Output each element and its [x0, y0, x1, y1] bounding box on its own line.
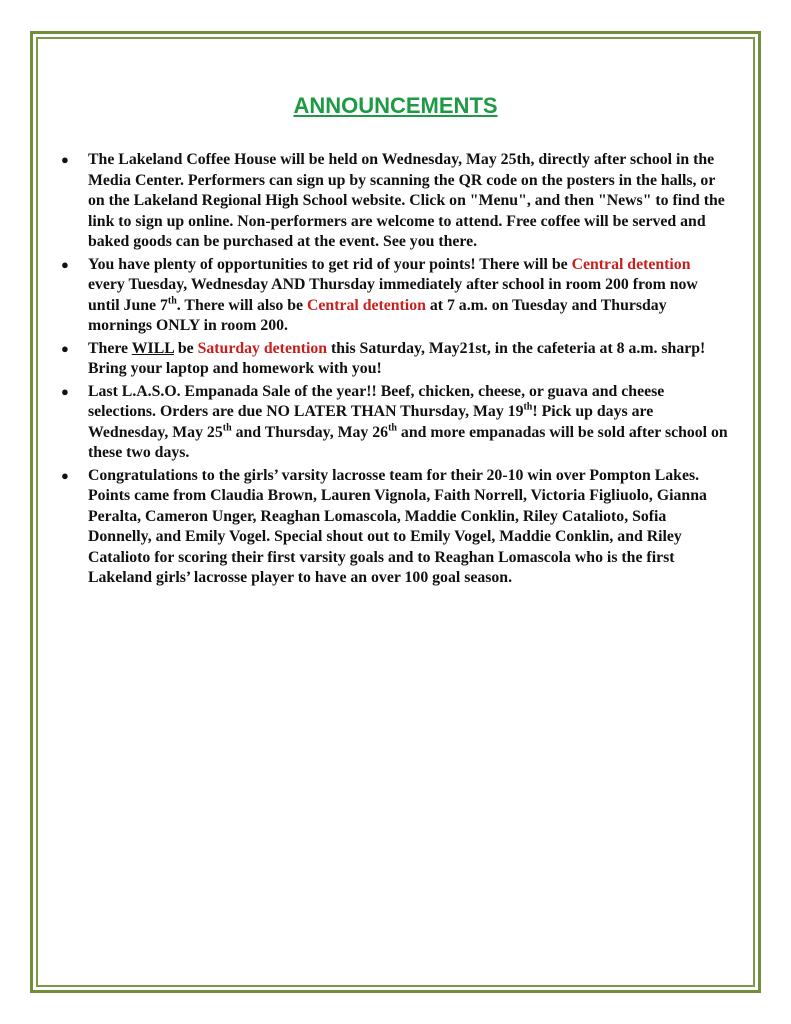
announcement-text: You have plenty of opportunities to get rid of your points! There will be: [88, 255, 572, 273]
announcement-text: The Lakeland Coffee House will be held on Wednesday, May 25th, directly after school in the Media Center. Performers can sign up by scanning the QR code on the posters in the halls, or on the Lakeland Regional High School website. Click on "Menu", and then "News" to find the link to sign up online. Non-performers are welcome to attend. Free coffee will be served and baked goods can be purchased at the event. See you there.: [88, 151, 725, 250]
bullet-icon: ●: [61, 152, 69, 167]
announcement-lacrosse: [61, 466, 728, 589]
announcement-text: be: [173, 339, 198, 357]
bullet-icon: ●: [61, 467, 69, 483]
highlight-central-detention: Central detention: [306, 296, 426, 314]
announcement-text: and more empanadas will be sold after school on these two days.: [88, 423, 728, 461]
bullet-icon: ●: [61, 340, 69, 356]
ordinal-suffix: th: [167, 295, 177, 307]
announcement-text: There: [88, 339, 132, 357]
announcement-empanada-sale: [61, 382, 728, 464]
emphasis-will: WILL: [131, 339, 174, 357]
announcement-text: . There will also be: [176, 296, 307, 314]
announcement-list: [61, 150, 728, 591]
announcement-text: this Saturday, May21st, in the cafeteria at 8 a.m. sharp! Bring your laptop and homework with you!: [88, 339, 706, 377]
announcement-text: ! Pick up days are Wednesday, May 25: [88, 403, 654, 441]
page-title: ANNOUNCEMENTS: [293, 93, 498, 118]
bullet-icon: ●: [61, 383, 69, 399]
announcement-coffee-house: [61, 150, 728, 253]
bullet-icon: ●: [61, 256, 69, 272]
announcement-saturday-detention: [61, 339, 728, 380]
announcement-text: Last L.A.S.O. Empanada Sale of the year!! Beef, chicken, cheese, or guava and cheese selections. Orders are due NO LATER THAN Thursday, May 19: [88, 382, 665, 420]
announcement-text: every Tuesday, Wednesday AND Thursday immediately after school in room 200 from now until June 7: [88, 276, 698, 314]
highlight-saturday-detention: Saturday detention: [197, 339, 328, 357]
ordinal-suffix: th: [222, 422, 232, 434]
highlight-central-detention: Central detention: [571, 255, 691, 273]
announcement-text: Congratulations to the girls’ varsity lacrosse team for their 20-10 win over Pompton Lakes. Points came from Claudia Brown, Lauren Vignola, Faith Norrell, Victoria Figliuolo, Gianna Peralta, Cameron Unger, Reaghan Lomascola, Maddie Conklin, Riley Catalioto, Sofia Donnelly, and Emily Vogel. Special shout out to Emily Vogel, Maddie Conklin, and Riley Catalioto for scoring their first varsity goals and to Reaghan Lomascola who is the first Lakeland girls’ lacrosse player to have an over 100 goal season.: [88, 466, 707, 586]
announcement-central-detention: [61, 255, 728, 337]
ordinal-suffix: th: [388, 422, 397, 434]
announcement-text: and Thursday, May 26: [231, 423, 389, 441]
announcement-text: at 7 a.m. on Tuesday and Thursday mornings ONLY in room 200.: [88, 296, 667, 334]
ordinal-suffix: th: [523, 401, 533, 413]
